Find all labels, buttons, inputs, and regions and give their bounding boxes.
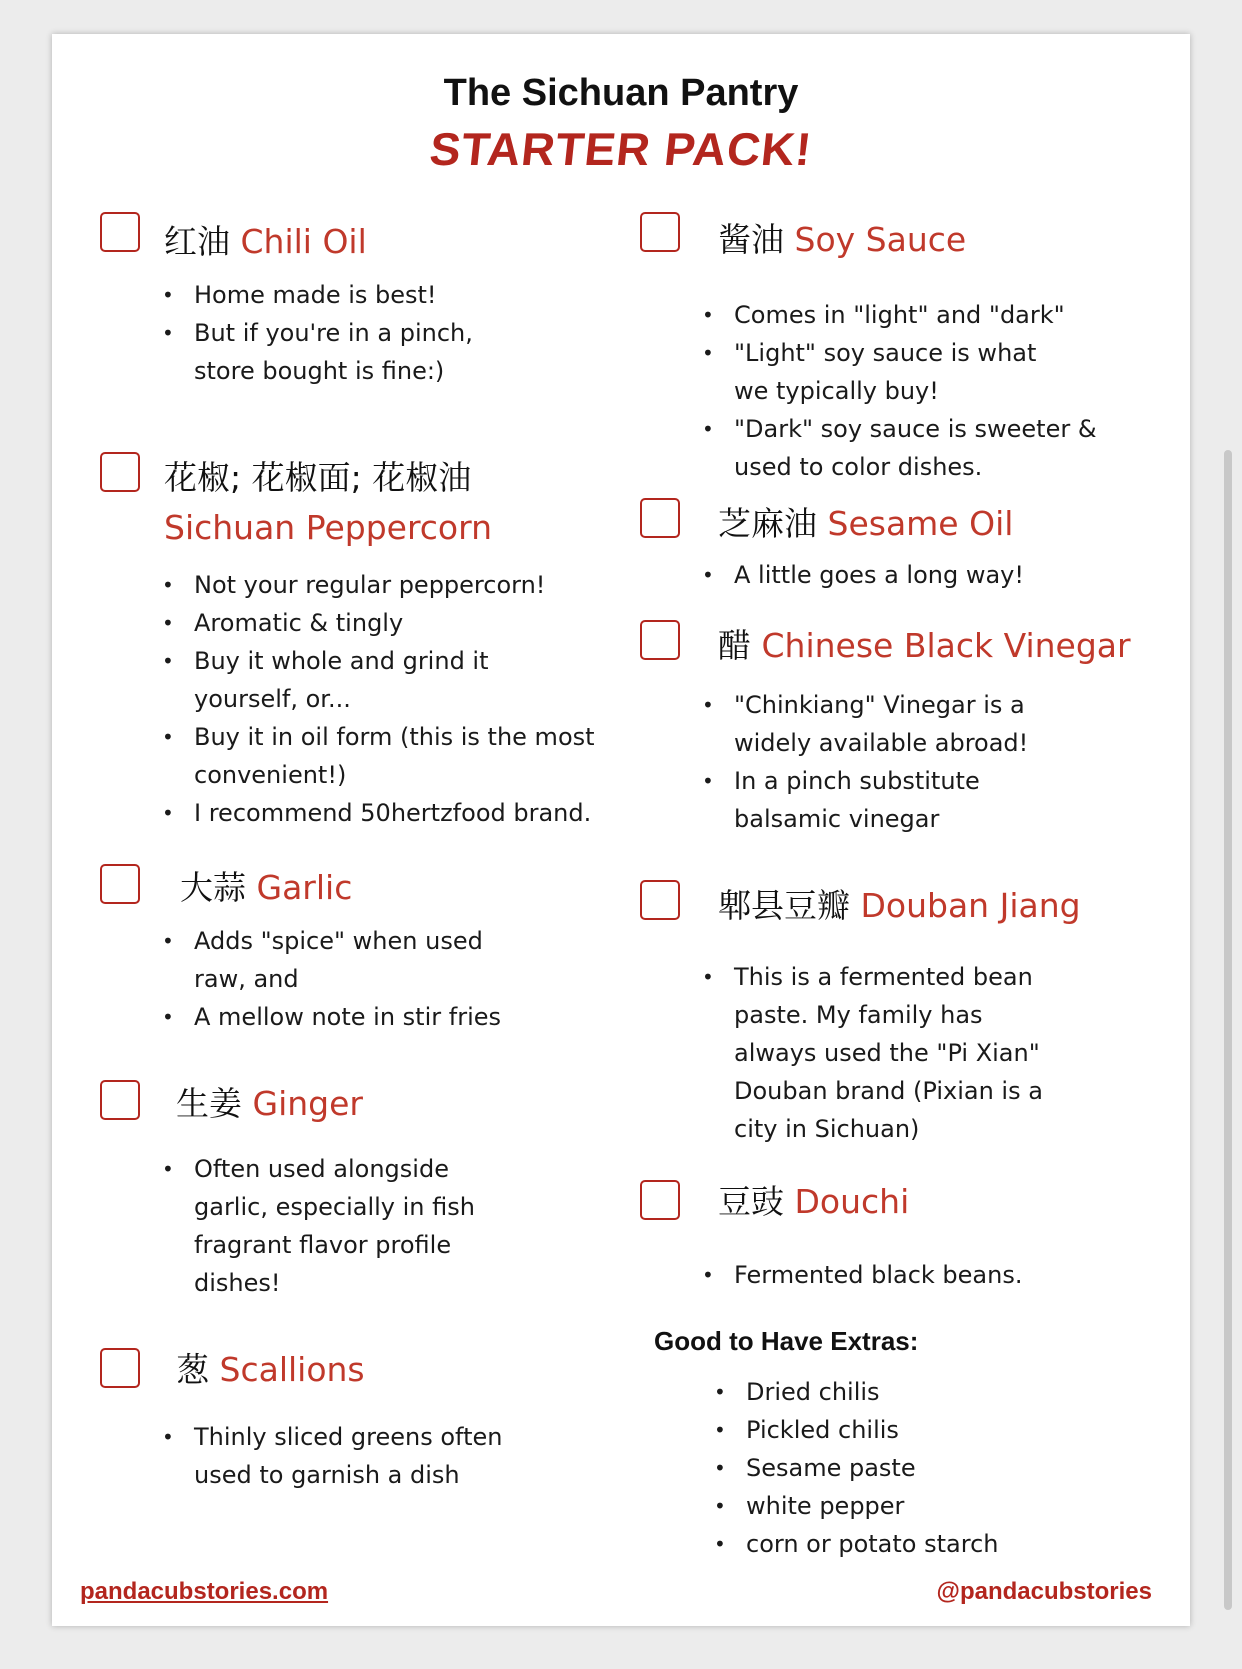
item-name-en: Chinese Black Vinegar <box>761 626 1131 665</box>
item-name-zh: 豆豉 <box>718 1182 784 1221</box>
item-name-en: Garlic <box>256 868 353 907</box>
list-item: • corn or potato starch <box>714 1525 1134 1563</box>
list-item: • Comes in "light" and "dark" <box>702 296 1082 334</box>
item-heading <box>718 1176 909 1223</box>
list-item: • "Light" soy sauce is what we typically buy! <box>702 334 1064 410</box>
list-item: • In a pinch substitute balsamic vinegar <box>702 762 1042 838</box>
checkbox-douban-jiang[interactable] <box>640 880 680 920</box>
list-item: • Not your regular peppercorn! <box>162 566 612 604</box>
social-handle: @pandacubstories <box>936 1578 1152 1605</box>
list-item: • "Chinkiang" Vinegar is a widely available abroad! <box>702 686 1042 762</box>
list-item: • Buy it in oil form (this is the most convenient!) <box>162 718 614 794</box>
item-name-en: Scallions <box>219 1350 365 1389</box>
item-name-zh: 花椒; 花椒面; 花椒油 <box>164 458 472 497</box>
list-item: • Aromatic & tingly <box>162 604 612 642</box>
item-heading <box>164 216 367 263</box>
bullet-list <box>702 556 1122 594</box>
item-name-en: Douchi <box>794 1182 910 1221</box>
item-name-en: Douban Jiang <box>860 886 1081 925</box>
scrollbar[interactable] <box>1224 450 1232 1610</box>
bullet-list <box>162 566 612 832</box>
item-name-en: Sichuan Peppercorn <box>164 508 493 547</box>
pantry-sheet <box>52 34 1190 1626</box>
item-name-zh: 酱油 <box>718 220 784 259</box>
checkbox-soy-sauce[interactable] <box>640 212 680 252</box>
item-heading <box>176 1078 363 1125</box>
item-name-zh: 大蒜 <box>180 868 246 907</box>
list-item: • I recommend 50hertzfood brand. <box>162 794 612 832</box>
website-link[interactable]: pandacubstories.com <box>80 1578 329 1605</box>
list-item: • Sesame paste <box>714 1449 1134 1487</box>
checkbox-douchi[interactable] <box>640 1180 680 1220</box>
item-heading <box>718 880 1081 927</box>
item-heading <box>180 862 352 909</box>
item-heading <box>718 498 1013 545</box>
item-heading <box>176 1344 365 1391</box>
list-item: • Buy it whole and grind it yourself, or... <box>162 642 524 718</box>
item-name-zh: 生姜 <box>176 1084 242 1123</box>
list-item: • This is a fermented bean paste. My family has always used the "Pi Xian" Douban brand (Pixian is a city in Sichuan) <box>702 958 1052 1148</box>
item-name-en: Soy Sauce <box>794 220 967 259</box>
checkbox-sesame-oil[interactable] <box>640 498 680 538</box>
extras-heading: Good to Have Extras: <box>654 1326 919 1356</box>
list-item: • Dried chilis <box>714 1373 1134 1411</box>
bullet-list <box>702 1256 1122 1294</box>
item-name-en: Chili Oil <box>240 222 367 261</box>
bullet-list <box>162 276 522 390</box>
list-item: • Thinly sliced greens often used to garnish a dish <box>162 1418 542 1494</box>
item-heading <box>718 620 1131 667</box>
list-item: • Adds "spice" when used raw, and <box>162 922 522 998</box>
bullet-list <box>702 686 1042 838</box>
list-item: • Home made is best! <box>162 276 522 314</box>
bullet-list <box>162 1150 502 1302</box>
list-item: • A mellow note in stir fries <box>162 998 522 1036</box>
checkbox-sichuan-peppercorn[interactable] <box>100 452 140 492</box>
bullet-list <box>702 958 1052 1148</box>
checkbox-scallions[interactable] <box>100 1348 140 1388</box>
bullet-list <box>162 1418 542 1494</box>
item-name-en: Ginger <box>252 1084 363 1123</box>
item-heading <box>718 214 966 261</box>
list-item: • white pepper <box>714 1487 1134 1525</box>
item-name-zh: 葱 <box>176 1350 209 1389</box>
checkbox-chili-oil[interactable] <box>100 212 140 252</box>
list-item: • Fermented black beans. <box>702 1256 1122 1294</box>
bullet-list <box>702 296 1097 486</box>
page-subtitle: STARTER PACK! <box>427 123 815 175</box>
list-item: • But if you're in a pinch, store bought is fine:) <box>162 314 522 390</box>
list-item: • A little goes a long way! <box>702 556 1122 594</box>
list-item: • Often used alongside garlic, especially in fish fragrant flavor profile dishes! <box>162 1150 502 1302</box>
list-item: • Pickled chilis <box>714 1411 1134 1449</box>
item-name-zh: 红油 <box>164 222 230 261</box>
page-title: The Sichuan Pantry <box>443 72 799 114</box>
item-name-zh: 芝麻油 <box>718 504 817 543</box>
extras-list <box>714 1373 1134 1563</box>
item-name-zh: 郫县豆瓣 <box>718 886 850 925</box>
checkbox-garlic[interactable] <box>100 864 140 904</box>
list-item: • "Dark" soy sauce is sweeter & used to color dishes. <box>702 410 1104 486</box>
checkbox-black-vinegar[interactable] <box>640 620 680 660</box>
item-name-en: Sesame Oil <box>827 504 1014 543</box>
checkbox-ginger[interactable] <box>100 1080 140 1120</box>
bullet-list <box>162 922 522 1036</box>
item-name-zh: 醋 <box>718 626 751 665</box>
